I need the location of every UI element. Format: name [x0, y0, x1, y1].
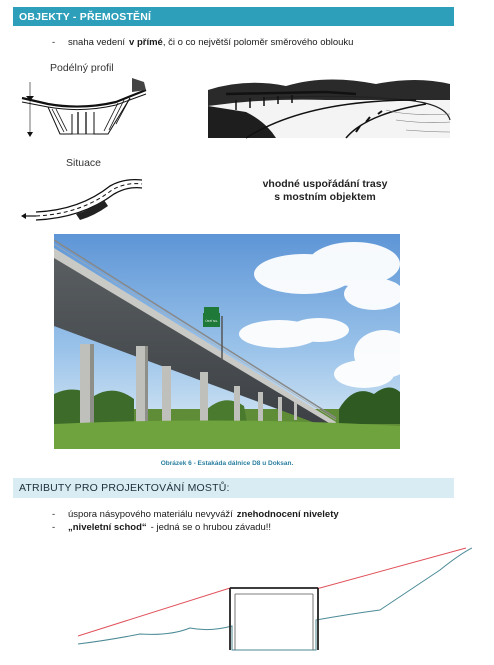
viaduct-photo [54, 234, 400, 449]
grade-step-diagram [60, 540, 472, 652]
longitudinal-profile-diagram [20, 76, 150, 142]
bullet-dash: - [52, 37, 56, 48]
bullet-direction [52, 37, 353, 49]
section-title-text: ATRIBUTY PRO PROJEKTOVÁNÍ MOSTŮ: [19, 482, 230, 494]
bullet-text-bold: „niveletní schod“ [68, 522, 147, 533]
road-perspective-sketch [206, 70, 452, 140]
bullet-dash: - [52, 509, 56, 520]
section-title-text: OBJEKTY - PŘEMOSTĚNÍ [19, 10, 152, 23]
section-title-atributy [13, 478, 454, 498]
label-longitudinal-profile: Podélný profil [50, 62, 114, 74]
photo-caption: Obrázek 6 - Estakáda dálnice D8 u Doksan. [160, 460, 294, 467]
bullet-material-saving [52, 509, 339, 521]
bullet-text-bold: v přímé [129, 37, 163, 48]
caption-suitable-layout [250, 178, 400, 204]
bullet-text-pre: snaha vedení [68, 37, 126, 48]
road-sign-text: ÚSTÍ N/L [205, 319, 218, 323]
section-title-objekty [13, 7, 454, 26]
bullet-text-post: , či o co největší poloměr směrového oblouku [162, 37, 354, 48]
label-plan-view: Situace [66, 157, 102, 169]
bullet-grade-step [52, 522, 271, 534]
bullet-text-post: - jedná se o hrubou závadu!! [150, 522, 272, 533]
bullet-text-bold: znehodnocení nivelety [236, 509, 339, 520]
bullet-dash: - [52, 522, 56, 533]
plan-view-diagram [20, 172, 146, 224]
caption-line-2: s mostním objektem [274, 191, 376, 203]
caption-line-1: vhodné uspořádání trasy [262, 178, 388, 190]
bullet-text-pre: úspora násypového materiálu nevyváží [68, 509, 233, 520]
